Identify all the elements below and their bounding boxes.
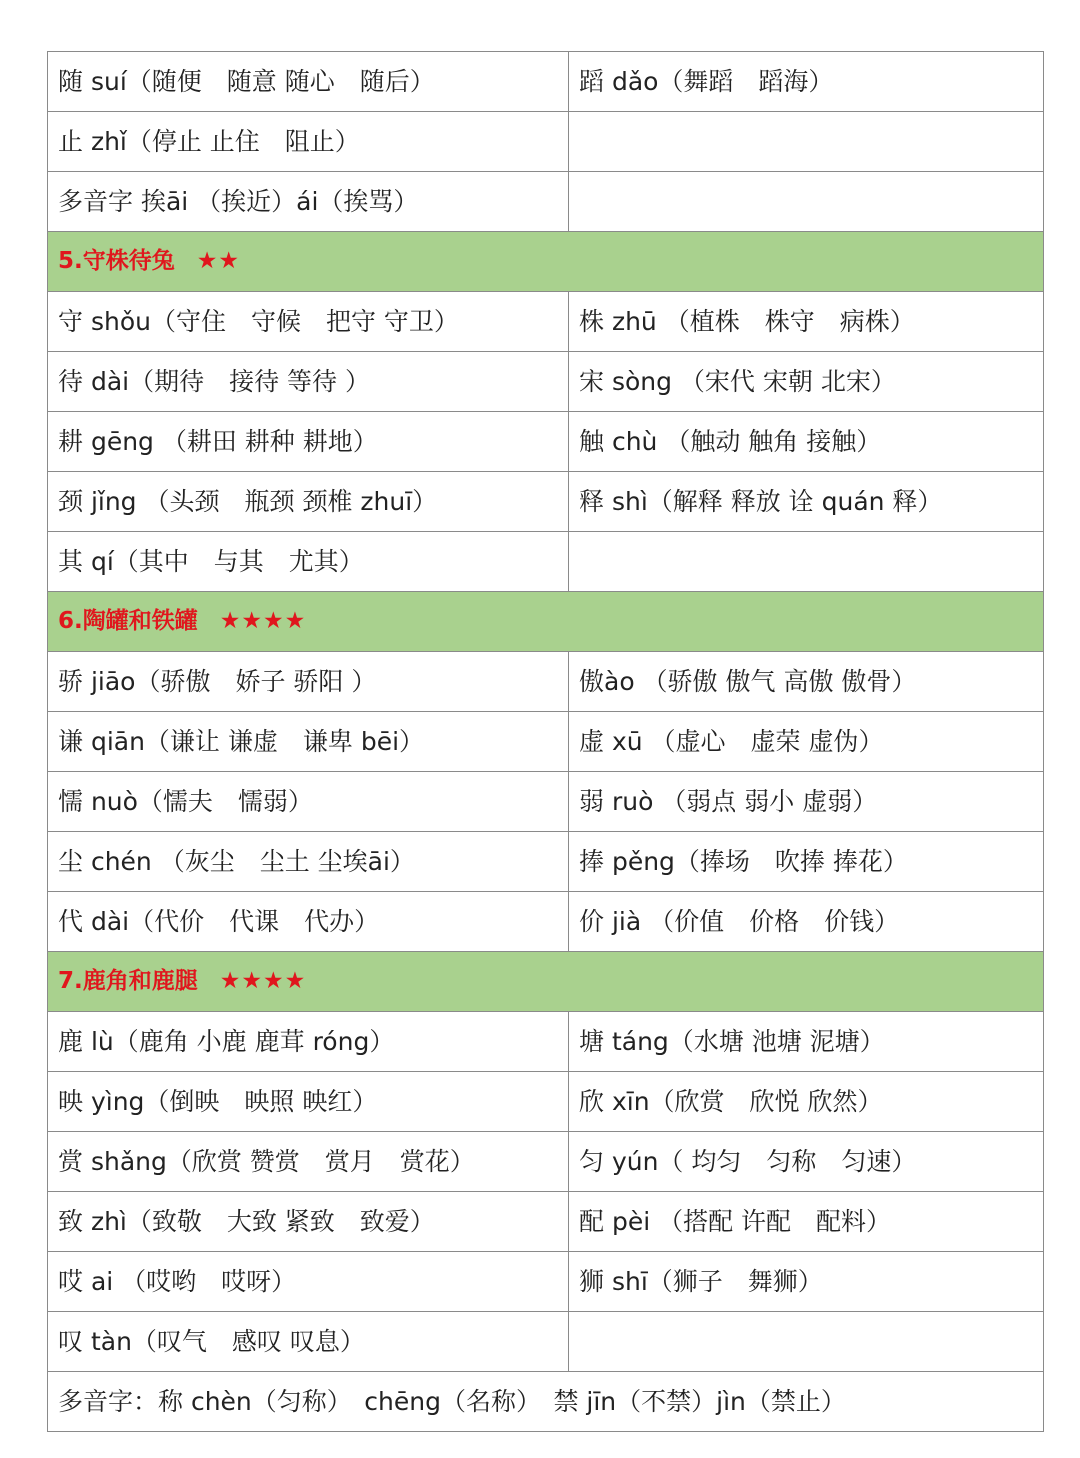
table-cell: 宋 sòng （宋代 宋朝 北宋）	[569, 352, 1044, 412]
table-cell: 蹈 dǎo（舞蹈 蹈海）	[569, 52, 1044, 112]
table-cell: 匀 yún（ 均匀 匀称 匀速）	[569, 1132, 1044, 1192]
table-cell: 耕 gēng （耕田 耕种 耕地）	[48, 412, 569, 472]
table-row	[48, 712, 1044, 772]
table-cell	[569, 532, 1044, 592]
table-cell: 守 shǒu（守住 守候 把守 守卫）	[48, 292, 569, 352]
section-stars: ★★	[196, 247, 240, 274]
section-header	[48, 592, 1044, 652]
section-header-cell	[48, 952, 1044, 1012]
table-row	[48, 832, 1044, 892]
vocab-table	[47, 51, 1044, 1432]
table-row	[48, 1312, 1044, 1372]
table-cell: 懦 nuò（懦夫 懦弱）	[48, 772, 569, 832]
table-cell: 释 shì（解释 释放 诠 quán 释）	[569, 472, 1044, 532]
table-row	[48, 1012, 1044, 1072]
table-row	[48, 352, 1044, 412]
table-cell: 其 qí（其中 与其 尤其）	[48, 532, 569, 592]
table-row	[48, 1192, 1044, 1252]
table-cell: 致 zhì（致敬 大致 紧致 致爱）	[48, 1192, 569, 1252]
table-row	[48, 112, 1044, 172]
table-cell: 随 suí（随便 随意 随心 随后）	[48, 52, 569, 112]
table-cell: 尘 chén （灰尘 尘土 尘埃āi）	[48, 832, 569, 892]
table-cell: 颈 jǐng （头颈 瓶颈 颈椎 zhuī）	[48, 472, 569, 532]
section-title: 5.守株待兔	[58, 247, 175, 274]
vocab-table-body	[48, 52, 1044, 1432]
table-cell: 叹 tàn（叹气 感叹 叹息）	[48, 1312, 569, 1372]
table-cell: 捧 pěng（捧场 吹捧 捧花）	[569, 832, 1044, 892]
table-cell: 虚 xū （虚心 虚荣 虚伪）	[569, 712, 1044, 772]
table-cell: 赏 shǎng（欣赏 赞赏 赏月 赏花）	[48, 1132, 569, 1192]
section-stars: ★★★★	[219, 607, 307, 634]
table-row	[48, 1372, 1044, 1432]
table-cell: 配 pèi （搭配 许配 配料）	[569, 1192, 1044, 1252]
table-row	[48, 892, 1044, 952]
table-row	[48, 172, 1044, 232]
section-title: 6.陶罐和铁罐	[58, 607, 198, 634]
table-cell: 塘 táng（水塘 池塘 泥塘）	[569, 1012, 1044, 1072]
table-row	[48, 1252, 1044, 1312]
table-row	[48, 472, 1044, 532]
table-cell: 弱 ruò （弱点 弱小 虚弱）	[569, 772, 1044, 832]
section-header-cell	[48, 592, 1044, 652]
table-cell	[569, 172, 1044, 232]
table-cell: 骄 jiāo（骄傲 娇子 骄阳 ）	[48, 652, 569, 712]
table-cell: 触 chù （触动 触角 接触）	[569, 412, 1044, 472]
section-title: 7.鹿角和鹿腿	[58, 967, 198, 994]
table-row	[48, 412, 1044, 472]
table-row	[48, 292, 1044, 352]
table-cell: 欣 xīn（欣赏 欣悦 欣然）	[569, 1072, 1044, 1132]
table-cell: 株 zhū （植株 株守 病株）	[569, 292, 1044, 352]
section-header-cell	[48, 232, 1044, 292]
table-cell: 傲ào （骄傲 傲气 高傲 傲骨）	[569, 652, 1044, 712]
section-stars: ★★★★	[219, 967, 307, 994]
table-row	[48, 1132, 1044, 1192]
table-row	[48, 652, 1044, 712]
table-cell: 待 dài（期待 接待 等待 ）	[48, 352, 569, 412]
table-cell: 映 yìng（倒映 映照 映红）	[48, 1072, 569, 1132]
section-header	[48, 952, 1044, 1012]
polyphone-note-cell: 多音字：称 chèn（匀称） chēng（名称） 禁 jīn（不禁）jìn（禁止）	[48, 1372, 1044, 1432]
table-row	[48, 52, 1044, 112]
table-row	[48, 1072, 1044, 1132]
section-header	[48, 232, 1044, 292]
table-cell: 鹿 lù（鹿角 小鹿 鹿茸 róng）	[48, 1012, 569, 1072]
table-row	[48, 532, 1044, 592]
table-cell: 多音字 挨āi （挨近）ái（挨骂）	[48, 172, 569, 232]
table-row	[48, 772, 1044, 832]
table-cell	[569, 112, 1044, 172]
table-cell: 狮 shī（狮子 舞狮）	[569, 1252, 1044, 1312]
table-cell: 哎 ai （哎哟 哎呀）	[48, 1252, 569, 1312]
table-cell	[569, 1312, 1044, 1372]
table-cell: 谦 qiān（谦让 谦虚 谦卑 bēi）	[48, 712, 569, 772]
table-cell: 止 zhǐ（停止 止住 阻止）	[48, 112, 569, 172]
table-cell: 价 jià （价值 价格 价钱）	[569, 892, 1044, 952]
table-cell: 代 dài（代价 代课 代办）	[48, 892, 569, 952]
